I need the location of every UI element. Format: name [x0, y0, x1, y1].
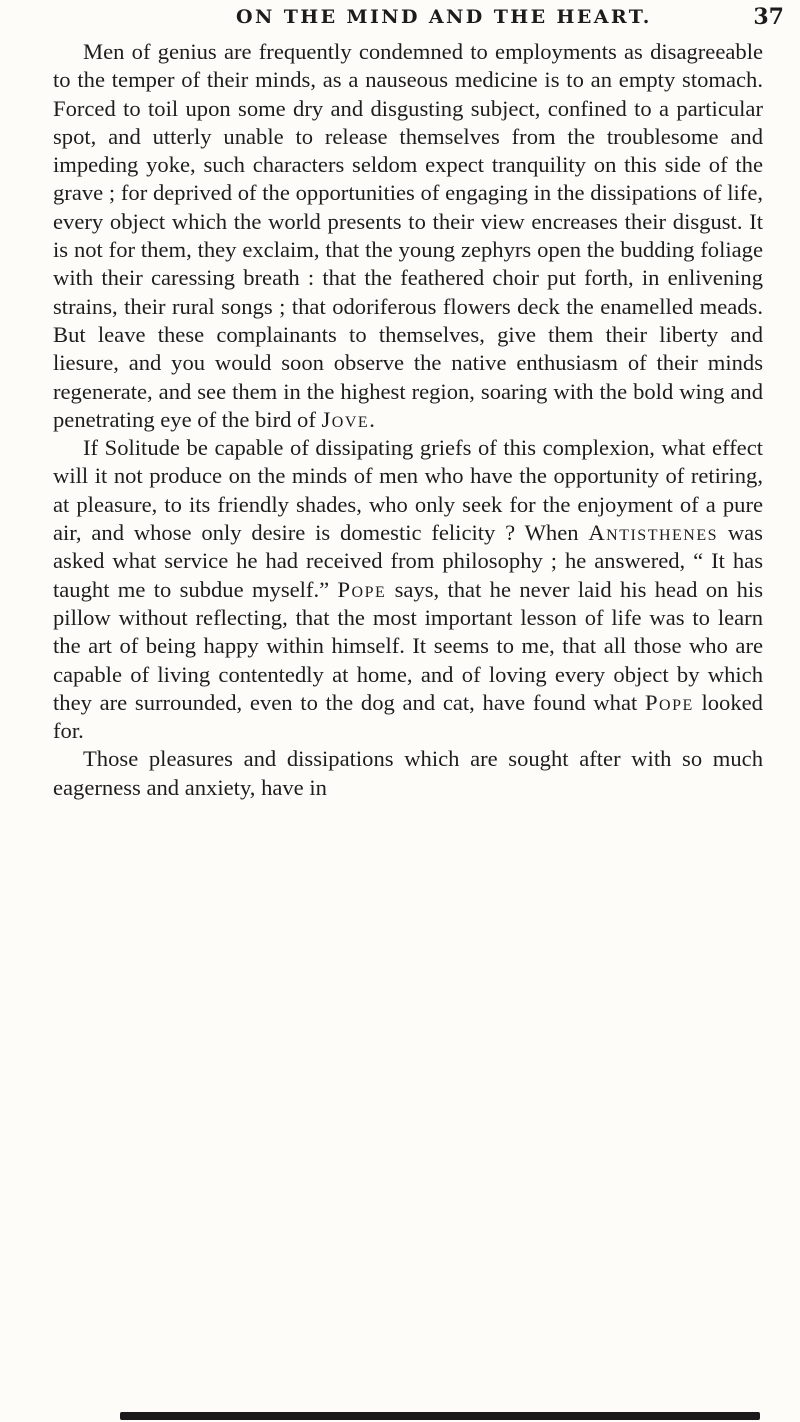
page-bottom-edge — [120, 1412, 760, 1420]
body-text — [53, 38, 763, 802]
paragraph-2-part-2: was asked what service he had received from philosophy ; he answered, “ It has taught me to subdue myself.” — [53, 520, 763, 602]
paragraph-3-text: Those pleasures and dissipations which are sought after with so much eagerness and anxiety, have in — [53, 746, 763, 800]
page-number: 37 — [753, 4, 784, 30]
paragraph-2 — [53, 434, 763, 745]
running-head: ON THE MIND AND THE HEART. — [236, 6, 652, 28]
paragraph-2-part-3: says, that he never laid his head on his pillow without reflecting, that the most important lesson of life was to learn the art of being happy within himself. It seems to me, that all those who are capable of living contentedly at home, and of loving every object by which they are surrounded, even to the dog and cat, have found what — [53, 576, 763, 715]
paragraph-1-tail: . — [369, 406, 375, 432]
paragraph-2-part-4: looked for. — [53, 689, 763, 744]
paragraph-2-part-1: If Solitude be capable of dissipating griefs of this complexion, what effect will it not produce on the minds of men who have the opportunity of retiring, at pleasure, to its friendly shades, who only seek for the enjoyment of a pure air, and whose only desire is domestic felicity ? When — [53, 435, 763, 546]
paragraph-3 — [53, 745, 763, 802]
name-pope-1: Pope — [337, 576, 387, 602]
name-jove: Jove — [321, 406, 370, 432]
name-pope-2: Pope — [644, 689, 694, 715]
paragraph-1 — [53, 38, 763, 434]
name-antisthenes: Antisthenes — [588, 520, 719, 546]
page-header — [40, 6, 790, 36]
paragraph-1-text: Men of genius are frequently condemned to employments as disagreeable to the temper of their minds, as a nauseous medicine is to an empty stomach. Forced to toil upon some dry and disgusting subject, confined to a particular spot, and utterly unable to release themselves from the troublesome and impeding yoke, such characters seldom expect tranquility on this side of the grave ; for deprived of the opportunities of engaging in the dissipations of life, every object which the world presents to their view encreases their disgust. It is not for them, they exclaim, that the young zephyrs open the budding foliage with their caressing breath : that the feathered choir put forth, in enlivening strains, their rural songs ; that odoriferous flowers deck the enamelled meads. But leave these complainants to themselves, give them their liberty and liesure, and you would soon observe the native enthusiasm of their minds regenerate, and see them in the highest region, soaring with the bold wing and penetrating eye of the bird of — [53, 39, 763, 432]
